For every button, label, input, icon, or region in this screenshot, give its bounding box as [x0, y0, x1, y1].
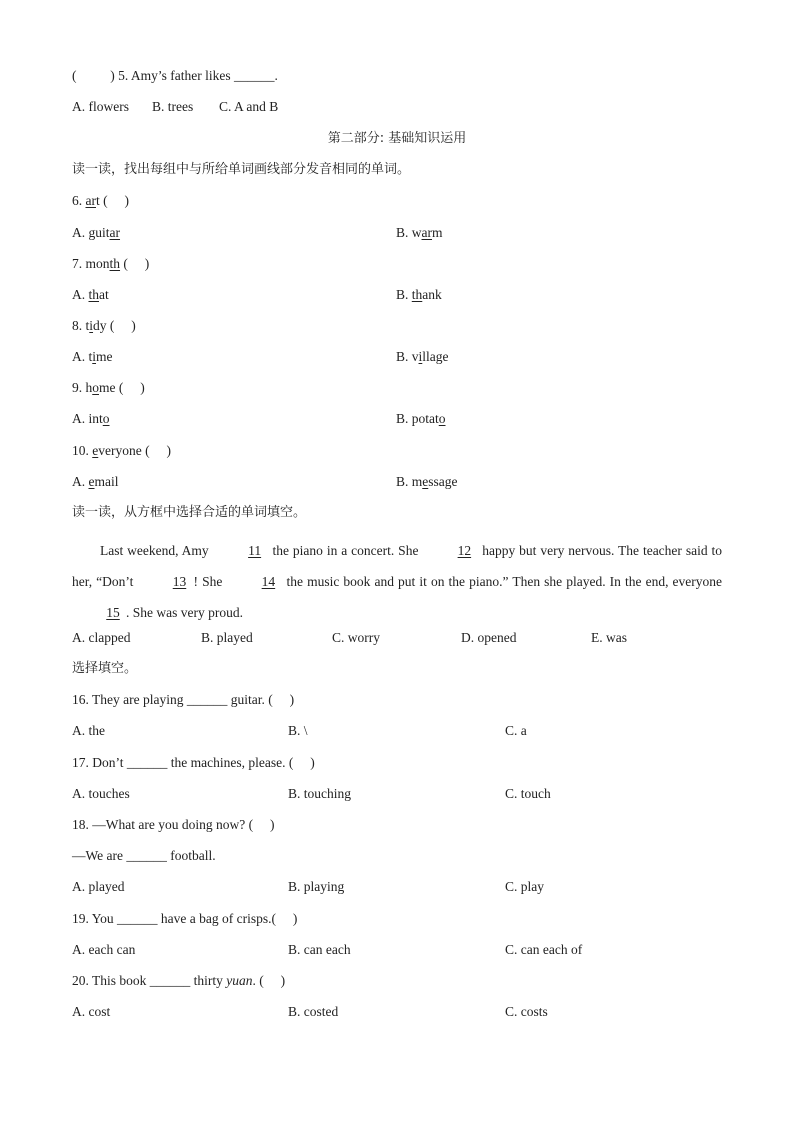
- q19-option-b: B. can each: [288, 942, 351, 957]
- question-10: 10. everyone ( ): [72, 443, 171, 458]
- q5-option-a: A. flowers: [72, 99, 129, 114]
- question-7: 7. month ( ): [72, 256, 150, 271]
- q17-option-c: C. touch: [505, 786, 551, 801]
- phonics-instruction: 读一读，找出每组中与所给单词画线部分发音相同的单词。: [72, 162, 411, 177]
- q7-option-a: A. that: [72, 287, 109, 302]
- choice-instruction: 选择填空。: [72, 661, 138, 676]
- question-18: 18. —What are you doing now? ( ): [72, 817, 275, 832]
- question-5: [72, 67, 278, 85]
- q6-option-a: A. guitar: [72, 225, 121, 240]
- q16-option-b: B. \: [288, 723, 308, 738]
- cloze-option-a: A. clapped: [72, 630, 131, 645]
- q18-option-c: C. play: [505, 879, 544, 894]
- cloze-passage: Last weekend, Amy 11 the piano in a concert. She 12 happy but very nervous. The teacher said to her, “Don’t 13 ! She 14 the music book and put it on the piano.” Then she played. In the end, everyone 15 . She was very proud.: [72, 535, 722, 628]
- question-stem: 5. Amy’s father likes ______.: [118, 68, 278, 83]
- blank-13: 13: [172, 574, 187, 589]
- blank-12: 12: [457, 543, 472, 558]
- cloze-option-d: D. opened: [461, 630, 517, 645]
- q19-option-a: A. each can: [72, 942, 136, 957]
- q9-option-b: B. potato: [396, 411, 446, 426]
- part-2-heading: 第二部分: 基础知识运用: [327, 131, 467, 146]
- q17-option-b: B. touching: [288, 786, 351, 801]
- q16-option-a: A. the: [72, 723, 105, 738]
- cloze-option-e: E. was: [591, 630, 627, 645]
- q8-option-b: B. village: [396, 349, 449, 364]
- cloze-instruction: 读一读，从方框中选择合适的单词填空。: [72, 505, 307, 520]
- question-19: 19. You ______ have a bag of crisps.( ): [72, 911, 298, 926]
- q20-option-a: A. cost: [72, 1004, 111, 1019]
- blank-11: 11: [248, 543, 262, 558]
- blank-14: 14: [261, 574, 276, 589]
- q19-option-c: C. can each of: [505, 942, 583, 957]
- question-16: 16. They are playing ______ guitar. ( ): [72, 692, 295, 707]
- q20-option-c: C. costs: [505, 1004, 548, 1019]
- q17-option-a: A. touches: [72, 786, 130, 801]
- question-17: 17. Don’t ______ the machines, please. ( ): [72, 755, 315, 770]
- q5-option-c: C. A and B: [219, 99, 279, 114]
- q10-option-b: B. message: [396, 474, 458, 489]
- cloze-option-c: C. worry: [332, 630, 380, 645]
- q8-option-a: A. time: [72, 349, 113, 364]
- question-18-reply: —We are ______ football.: [72, 848, 216, 863]
- q16-option-c: C. a: [505, 723, 527, 738]
- blank-15: 15: [106, 605, 120, 620]
- q6-option-b: B. warm: [396, 225, 443, 240]
- question-9: 9. home ( ): [72, 380, 145, 395]
- q20-option-b: B. costed: [288, 1004, 339, 1019]
- q9-option-a: A. into: [72, 411, 110, 426]
- question-20: 20. This book ______ thirty yuan. ( ): [72, 973, 286, 988]
- q18-option-a: A. played: [72, 879, 125, 894]
- q10-option-a: A. email: [72, 474, 119, 489]
- cloze-option-b: B. played: [201, 630, 253, 645]
- q5-option-b: B. trees: [152, 99, 194, 114]
- q18-option-b: B. playing: [288, 879, 345, 894]
- q7-option-b: B. thank: [396, 287, 442, 302]
- question-8: 8. tidy ( ): [72, 318, 136, 333]
- question-6: 6. art ( ): [72, 193, 129, 208]
- answer-paren: ( ): [72, 68, 115, 83]
